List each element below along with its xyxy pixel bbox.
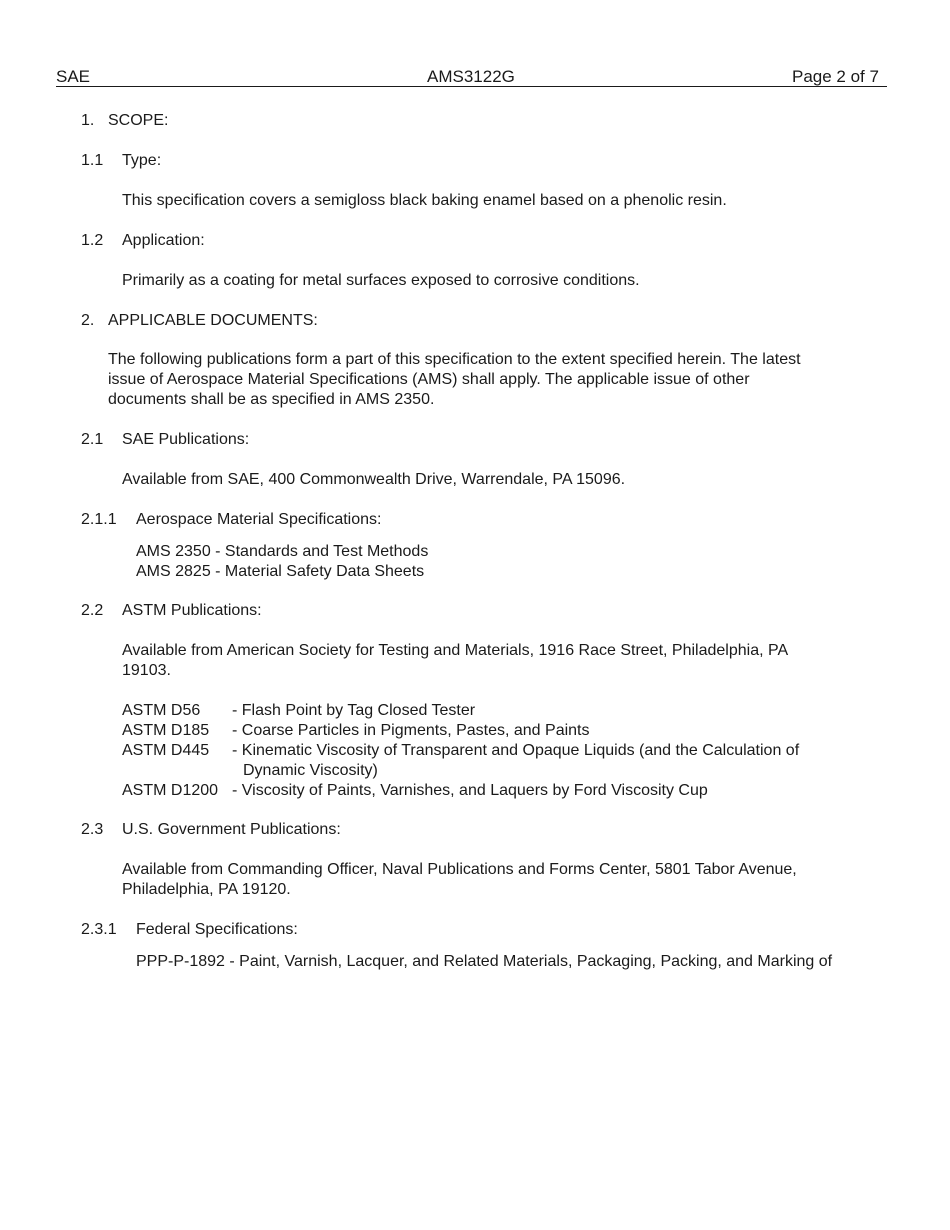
section-1-2-title: Application: xyxy=(122,232,205,249)
astm-description: - Viscosity of Paints, Varnishes, and Laquers by Ford Viscosity Cup xyxy=(232,782,708,799)
astm-description: - Coarse Particles in Pigments, Pastes, and Paints xyxy=(232,722,590,739)
section-2-3-number: 2.3 xyxy=(81,821,104,838)
ams-list-item: AMS 2350 - Standards and Test Methods xyxy=(136,543,429,560)
astm-description: - Kinematic Viscosity of Transparent and Opaque Liquids (and the Calculation of xyxy=(232,742,800,759)
section-2-body-line: The following publications form a part of this specification to the extent specified herein. The latest xyxy=(108,351,801,368)
section-1-1-number: 1.1 xyxy=(81,152,104,169)
astm-code: ASTM D185 xyxy=(122,722,210,739)
section-2-1-body: Available from SAE, 400 Commonwealth Drive, Warrendale, PA 15096. xyxy=(122,471,626,488)
section-2-3-1-number: 2.3.1 xyxy=(81,921,117,938)
section-2-1-1-number: 2.1.1 xyxy=(81,511,117,528)
section-1-1-body: This specification covers a semigloss black baking enamel based on a phenolic resin. xyxy=(122,192,727,209)
section-1-number: 1. xyxy=(81,112,95,129)
header-doc-number: AMS3122G xyxy=(427,67,515,86)
section-2-3-body-line: Philadelphia, PA 19120. xyxy=(122,881,291,898)
astm-code: ASTM D1200 xyxy=(122,782,219,799)
section-1-title: SCOPE: xyxy=(108,112,169,129)
ams-list-item: AMS 2825 - Material Safety Data Sheets xyxy=(136,563,425,580)
section-2-2-body-line: 19103. xyxy=(122,662,171,679)
section-2-2-title: ASTM Publications: xyxy=(122,602,262,619)
astm-code: ASTM D445 xyxy=(122,742,210,759)
section-2-2-body-line: Available from American Society for Testing and Materials, 1916 Race Street, Philadelphia, PA xyxy=(122,642,789,659)
section-1-2-body: Primarily as a coating for metal surfaces exposed to corrosive conditions. xyxy=(122,272,640,289)
astm-description: - Flash Point by Tag Closed Tester xyxy=(232,702,476,719)
section-2-body-line: issue of Aerospace Material Specifications (AMS) shall apply. The applicable issue of other xyxy=(108,371,750,388)
section-2-2-number: 2.2 xyxy=(81,602,104,619)
section-1-1-title: Type: xyxy=(122,152,162,169)
astm-code: ASTM D56 xyxy=(122,702,201,719)
section-2-number: 2. xyxy=(81,312,95,329)
section-2-1-title: SAE Publications: xyxy=(122,431,250,448)
section-1-2-number: 1.2 xyxy=(81,232,104,249)
section-2-1-1-title: Aerospace Material Specifications: xyxy=(136,511,382,528)
section-2-3-body-line: Available from Commanding Officer, Naval Publications and Forms Center, 5801 Tabor Avenue, xyxy=(122,861,797,878)
header-page-number: Page 2 of 7 xyxy=(792,67,879,86)
section-2-title: APPLICABLE DOCUMENTS: xyxy=(108,312,318,329)
section-2-3-title: U.S. Government Publications: xyxy=(122,821,341,838)
astm-description-continued: Dynamic Viscosity) xyxy=(243,762,378,779)
section-2-3-1-body: PPP-P-1892 - Paint, Varnish, Lacquer, and Related Materials, Packaging, Packing, and Marking of xyxy=(136,953,833,970)
header-rule xyxy=(56,86,887,87)
section-2-body-line: documents shall be as specified in AMS 2350. xyxy=(108,391,435,408)
header-org: SAE xyxy=(56,67,91,86)
section-2-3-1-title: Federal Specifications: xyxy=(136,921,298,938)
section-2-1-number: 2.1 xyxy=(81,431,104,448)
